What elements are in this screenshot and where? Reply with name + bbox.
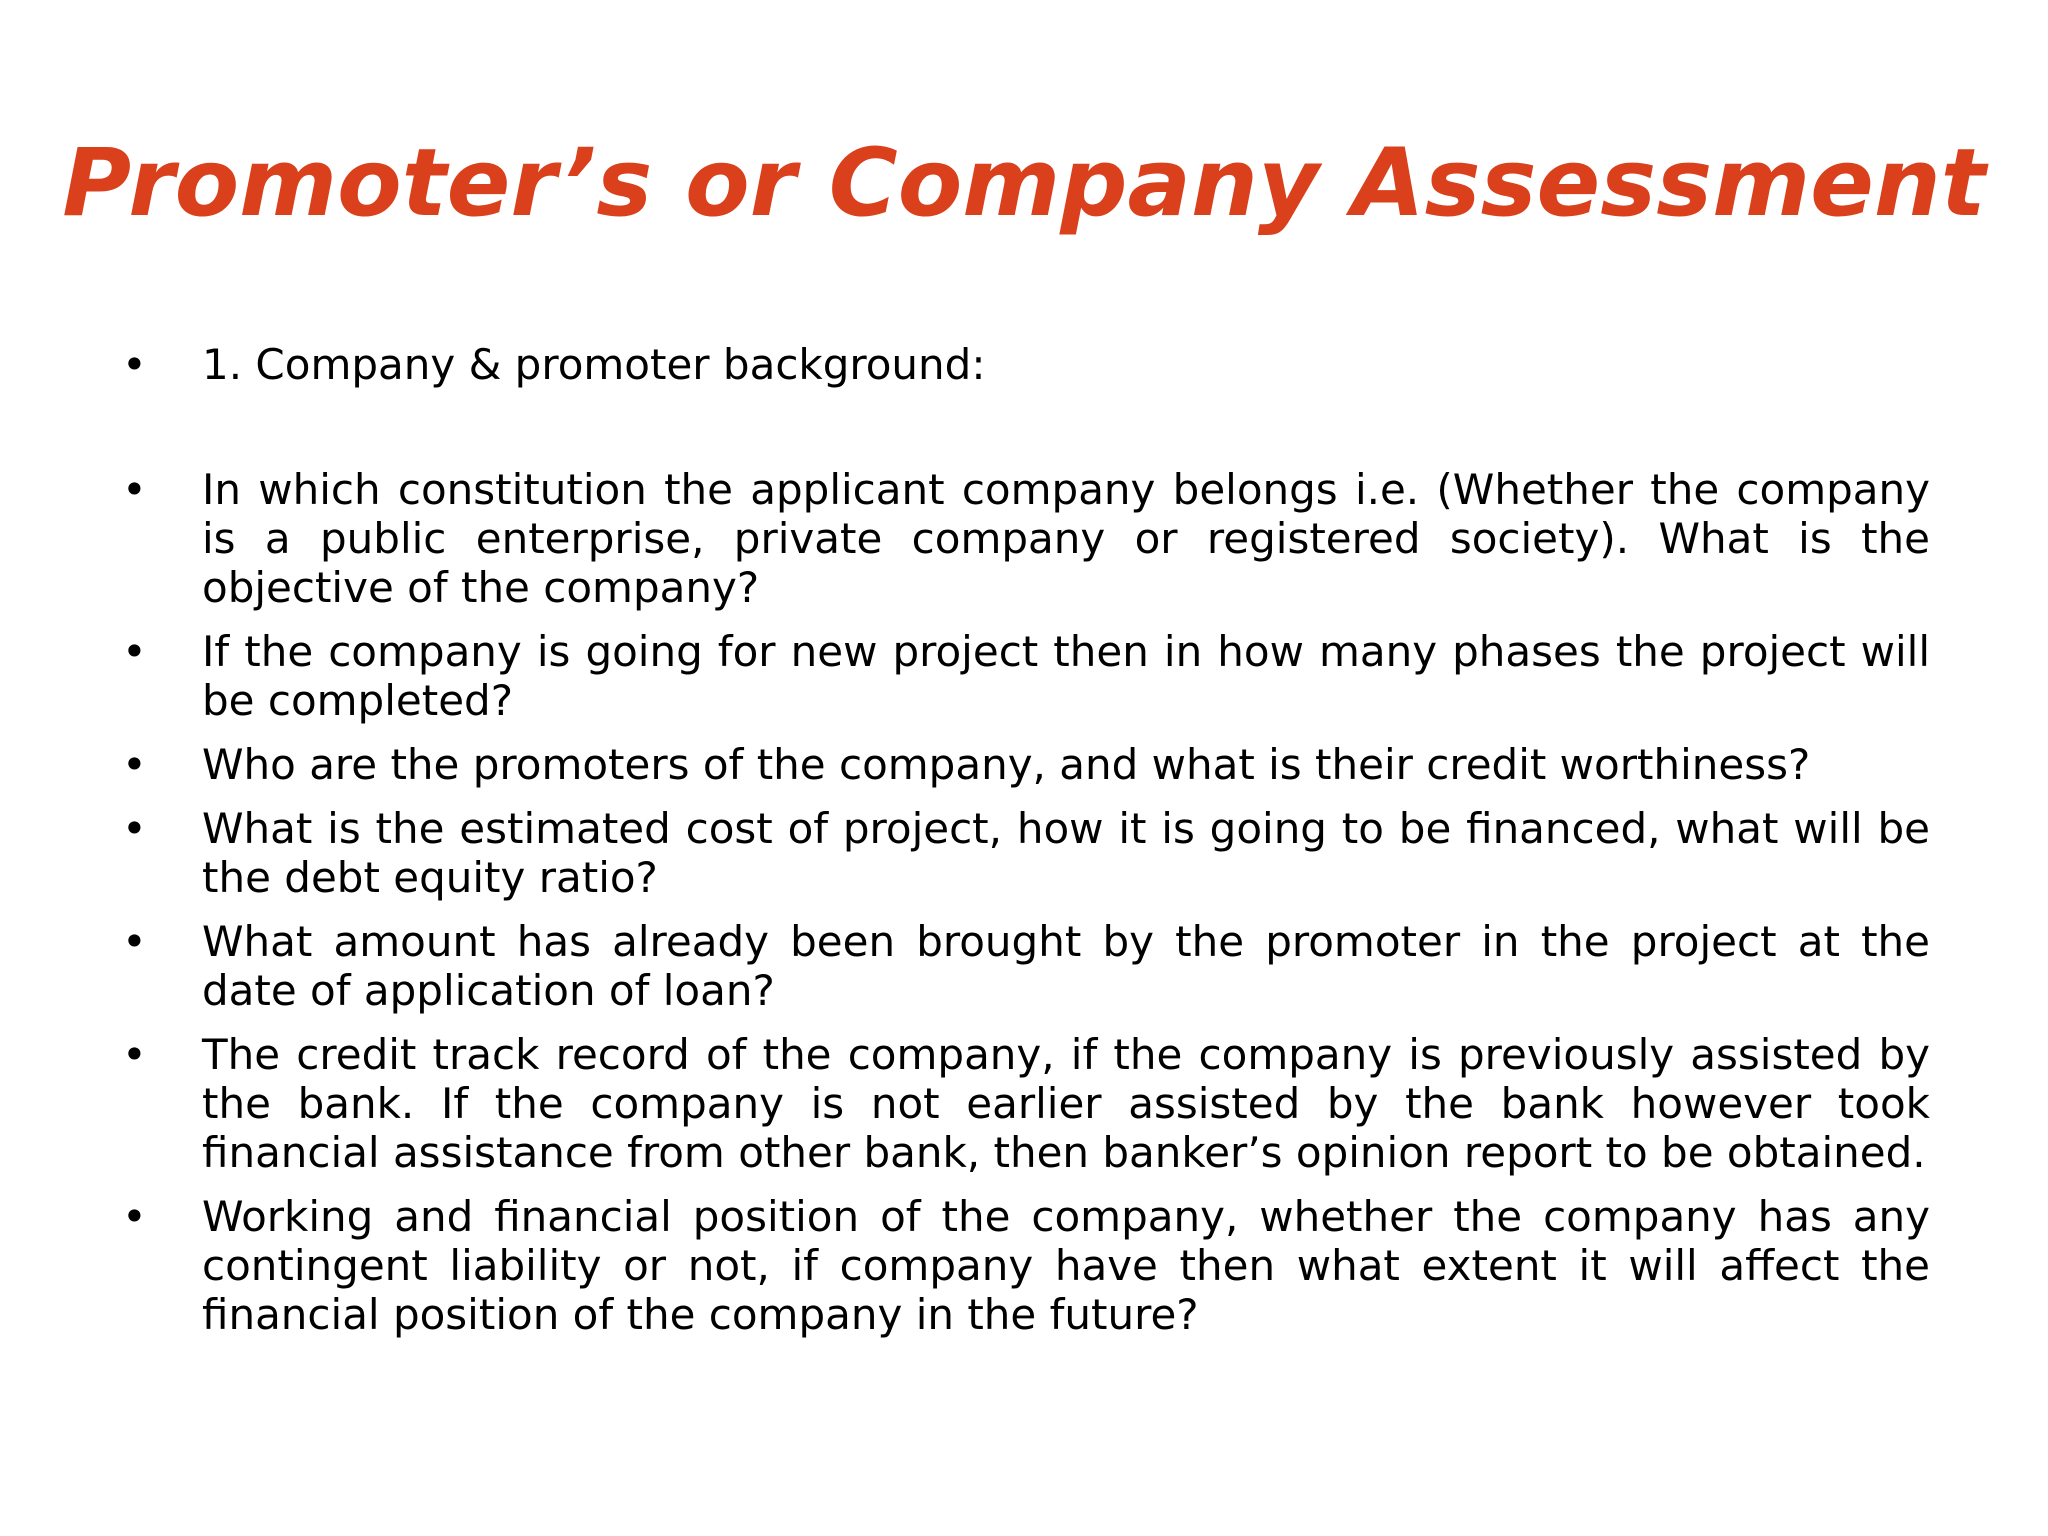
- bullet-item: [120, 340, 1930, 389]
- bullet-text: If the company is going for new project then in how many phases the project will be completed?: [202, 627, 1930, 725]
- bullet-item: [120, 627, 1930, 725]
- bullet-dot-icon: •: [122, 340, 147, 389]
- bullet-item: [120, 804, 1930, 902]
- bullet-dot-icon: •: [122, 1192, 147, 1241]
- bullet-dot-icon: •: [122, 740, 147, 789]
- bullet-dot-icon: •: [122, 917, 147, 966]
- bullet-dot-icon: •: [122, 804, 147, 853]
- bullet-text: The credit track record of the company, if the company is previously assisted by the bank. If the company is not earlier assisted by the bank however took financial assistance from other bank, then banker’s opinion report to be obtained.: [202, 1030, 1930, 1177]
- bullet-item: [120, 1030, 1930, 1177]
- bullet-item: [120, 465, 1930, 612]
- bullet-text: Working and financial position of the company, whether the company has any contingent liability or not, if company have then what extent it will affect the financial position of the company in the future?: [202, 1192, 1930, 1339]
- bullet-item: [120, 740, 1930, 789]
- slide-title: Promoter’s or Company Assessment: [62, 129, 1986, 238]
- bullet-text: 1. Company & promoter background:: [202, 340, 986, 389]
- bullet-text: Who are the promoters of the company, and what is their credit worthiness?: [202, 740, 1811, 789]
- bullet-text: What is the estimated cost of project, how it is going to be financed, what will be the debt equity ratio?: [202, 804, 1930, 902]
- bullet-item: [120, 917, 1930, 1015]
- bullet-item: [120, 1192, 1930, 1339]
- bullet-text: What amount has already been brought by the promoter in the project at the date of application of loan?: [202, 917, 1930, 1015]
- bullet-dot-icon: •: [122, 1030, 147, 1079]
- bullet-dot-icon: •: [122, 627, 147, 676]
- bullet-text: In which constitution the applicant company belongs i.e. (Whether the company is a public enterprise, private company or registered society). What is the objective of the company?: [202, 465, 1930, 612]
- bullet-list: [120, 340, 1930, 1354]
- bullet-dot-icon: •: [122, 465, 147, 514]
